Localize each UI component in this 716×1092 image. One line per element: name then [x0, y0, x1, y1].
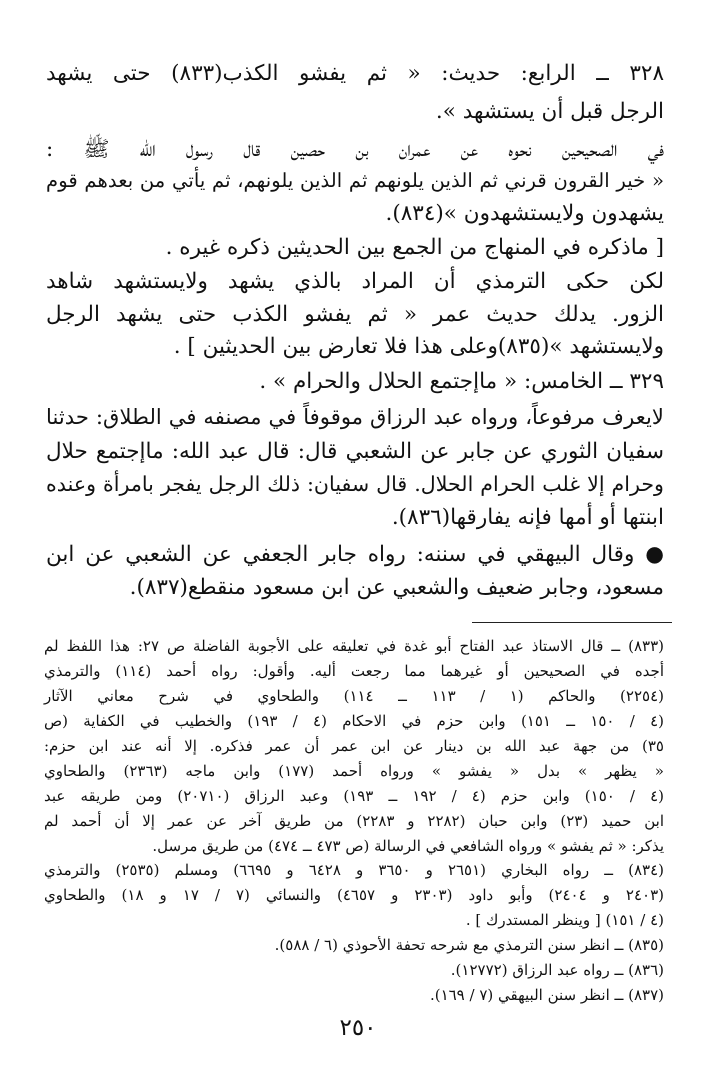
- main-text-line: ٣٢٩ ــ الخامس: « ماإجتمع الحلال والحرام » .: [259, 369, 664, 394]
- main-text-line: [ ماذكره في المنهاج من الجمع بين الحديثين ذكره غيره .: [165, 235, 664, 260]
- footnote-line: « يظهر » بدل « يفشو » ورواه أحمد (١٧٧) وابن ماجه (٢٣٦٣) والطحاوي: [44, 762, 664, 780]
- footnote-line: (٨٣٥) ــ انظر سنن الترمذي مع شرحه تحفة الأحوذي (٦ / ٥٨٨).: [274, 936, 664, 954]
- footnote-line: (٤ / ١٥٠) وابن حزم (٤ / ١٩٢ ــ ١٩٣) وعبد الرزاق (٢٠٧١٠) ومن طريقه عبد: [44, 787, 664, 805]
- main-text-line: في الصحيحين نحوه عن عمران بن حصين قال رسول الله ﷺ :: [46, 137, 664, 162]
- footnote-line: (٤ / ١٥١) [ وينظر المستدرك ] .: [465, 911, 664, 929]
- footnote-line: (٢٢٥٤) والحاكم (١ / ١١٣ ــ ١١٤) والطحاوي في شرح معاني الآثار: [44, 687, 665, 705]
- main-text-line: ● وقال البيهقي في سننه: رواه جابر الجعفي عن الشعبي عن ابن: [46, 542, 664, 567]
- main-text-line: ولايستشهد »(٨٣٥)وعلى هذا فلا تعارض بين الحديثين ] .: [173, 334, 664, 359]
- main-text-line: يشهدون ولايستشهدون »(٨٣٤).: [385, 201, 664, 226]
- footnote-line: (٨٣٤) ــ رواه البخاري (٢٦٥١ و ٣٦٥٠ و ٦٤٢٨ و ٦٦٩٥) ومسلم (٢٥٣٥) والترمذي: [44, 861, 664, 879]
- main-text-line: مسعود، وجابر ضعيف والشعبي عن ابن مسعود منقطع(٨٣٧).: [129, 575, 664, 600]
- footnote-line: (٢٤٠٣ و ٢٤٠٤) وأبو داود (٢٣٠٣ و ٤٦٥٧) والنسائي (٧ / ١٧ و ١٨) والطحاوي: [44, 886, 664, 904]
- footnote-line: (٨٣٦) ــ رواه عبد الرزاق (١٢٧٧٢).: [450, 961, 664, 979]
- main-text-line: الرجل قبل أن يستشهد ».: [435, 99, 664, 124]
- footnote-separator: [472, 622, 672, 623]
- footnote-line: (٨٣٣) ــ قال الاستاذ عبد الفتاح أبو غدة في تعليقه على الأجوبة الفاضلة ص ٢٧: هذا اللفظ لم: [44, 637, 664, 655]
- main-text-line: لايعرف مرفوعاً، ورواه عبد الرزاق موقوفاً في مصنفه في الطلاق: حدثنا: [46, 404, 664, 429]
- main-text-line: ٣٢٨ ــ الرابع: حديث: « ثم يفشو الكذب(٨٣٣) حتى يشهد: [46, 61, 664, 86]
- footnote-line: يذكر: « ثم يفشو » ورواه الشافعي في الرسالة (ص ٤٧٣ ــ ٤٧٤) من طريق مرسل.: [152, 837, 664, 855]
- main-text-line: لكن حكى الترمذي أن المراد بالذي يشهد ولايستشهد شاهد: [46, 269, 664, 294]
- footnote-line: أجده في الصحيحين أو غيرهما مما رجعت أليه. وأقول: رواه أحمد (١١٤) والترمذي: [44, 662, 664, 680]
- main-text-line: الزور. يدلك حديث عمر « ثم يفشو الكذب حتى يشهد الرجل: [46, 302, 664, 327]
- footnote-line: ابن حميد (٢٣) وابن حبان (٢٢٨٢ و ٢٢٨٣) من طريق آخر عن عمر إلا أن أحمد لم: [44, 812, 665, 830]
- main-text-line: « خير القرون قرني ثم الذين يلونهم ثم الذين يلونهم، ثم يأتي من بعدهم قوم: [46, 169, 664, 192]
- page-number: ٢٥٠: [339, 1015, 377, 1041]
- main-text-line: سفيان الثوري عن جابر عن الشعبي قال: قال عبد الله: ماإجتمع حلال: [46, 439, 664, 464]
- footnote-line: ٣٥) من جهة عبد الله بن دينار عن ابن عمر أن عمر فذكره. إلا أنه عند ابن حزم:: [44, 737, 664, 755]
- main-text-line: ابنتها أو أمها فإنه يفارقها(٨٣٦).: [391, 505, 664, 530]
- footnote-line: (٨٣٧) ــ انظر سنن البيهقي (٧ / ١٦٩).: [429, 986, 664, 1004]
- footnote-line: (٤ / ١٥٠ ــ ١٥١) وابن حزم في الاحكام (٤ / ١٩٣) والخطيب في الكفاية (ص: [44, 712, 665, 730]
- main-text-line: وحرام إلا غلب الحرام الحلال. قال سفيان: ذلك الرجل يفجر بامرأة وعنده: [46, 472, 664, 496]
